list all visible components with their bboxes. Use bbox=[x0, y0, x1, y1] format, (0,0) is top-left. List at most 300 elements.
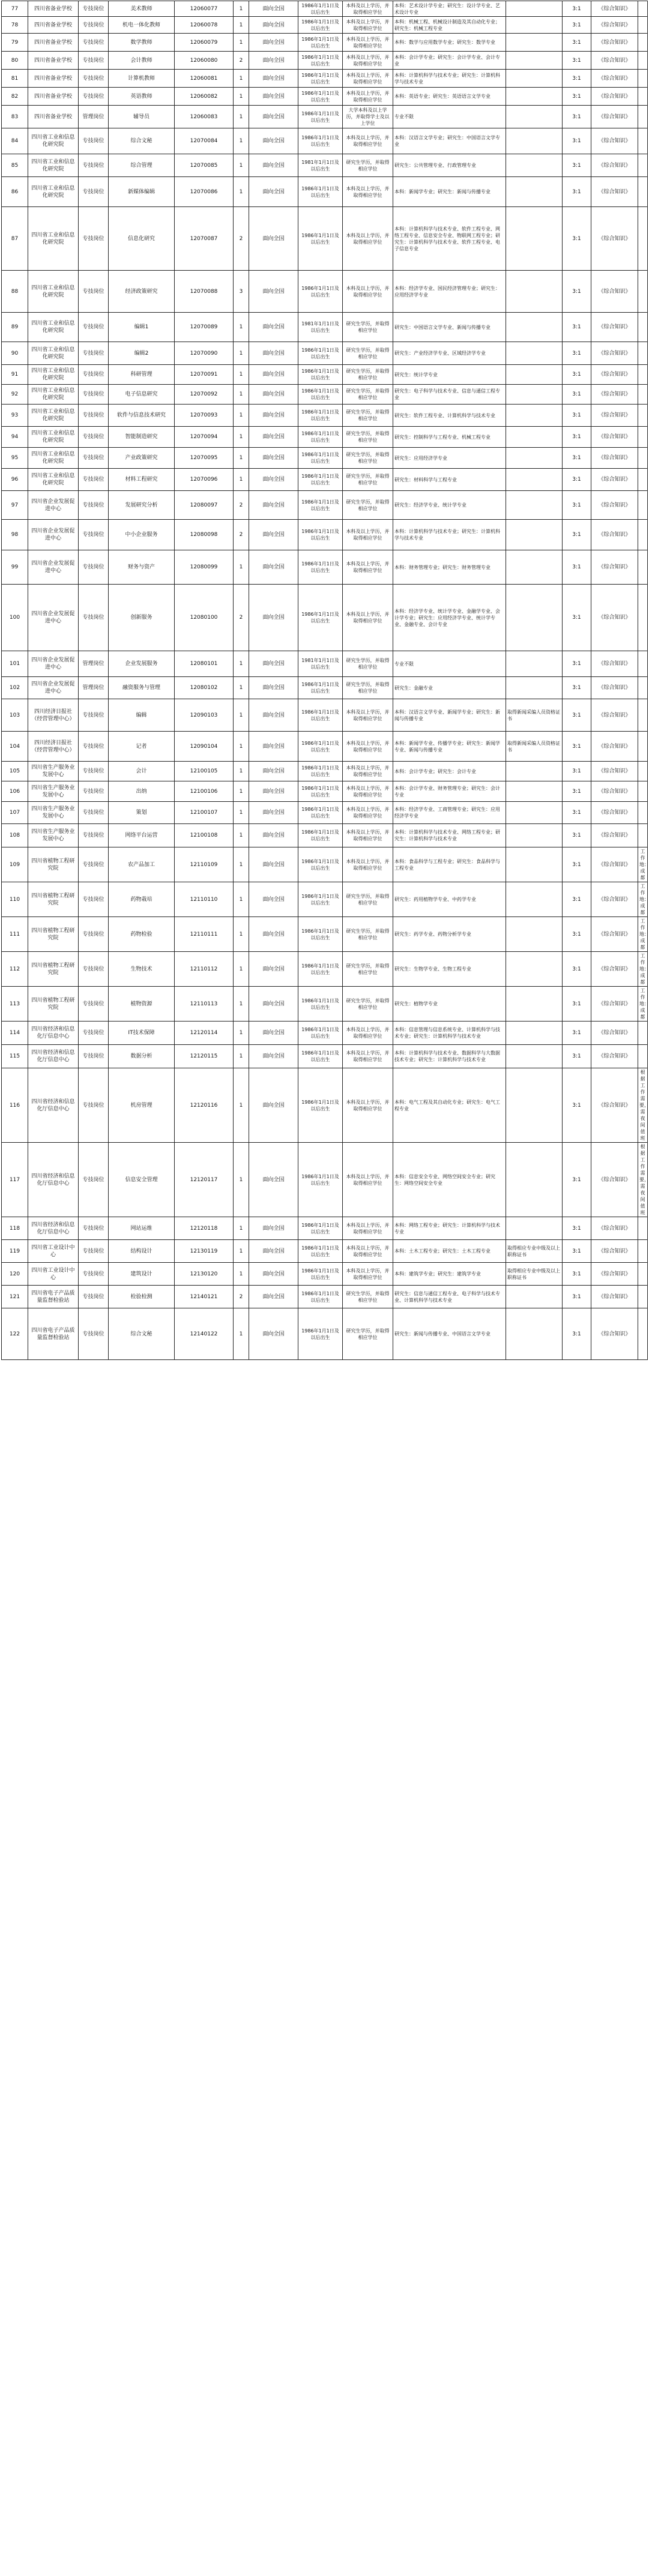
exam-ratio-cell: 3:1 bbox=[563, 987, 591, 1022]
post-name-cell: 创新服务 bbox=[109, 585, 175, 651]
post-name-cell: 网站运维 bbox=[109, 1217, 175, 1240]
post-name-cell: 药物检验 bbox=[109, 917, 175, 952]
exam-subject-cell: 《综合知识》 bbox=[591, 781, 638, 802]
exam-subject-cell: 《综合知识》 bbox=[591, 52, 638, 70]
post-type-cell: 专技岗位 bbox=[79, 385, 109, 405]
unit-name-cell: 四川省植物工程研究院 bbox=[28, 987, 79, 1022]
recruit-number-cell: 2 bbox=[234, 1286, 249, 1308]
unit-name-cell: 四川省工业和信息化研究院 bbox=[28, 448, 79, 469]
age-requirement-cell: 1986年1月1日及以后出生 bbox=[298, 520, 343, 550]
row-number-cell: 108 bbox=[2, 824, 28, 847]
education-requirement-cell: 本科及以上学历，并取得相应学位 bbox=[343, 207, 393, 271]
exam-subject-cell: 《综合知识》 bbox=[591, 520, 638, 550]
unit-name-cell: 四川省工业和信息化研究院 bbox=[28, 469, 79, 491]
recruit-scope-cell: 面向全国 bbox=[249, 677, 298, 699]
major-requirement-cell: 本科：会计学专业、财务管理专业；研究生：会计专业 bbox=[393, 781, 506, 802]
post-name-cell: 结构设计 bbox=[109, 1240, 175, 1263]
exam-ratio-cell: 3:1 bbox=[563, 952, 591, 987]
recruit-number-cell: 1 bbox=[234, 847, 249, 882]
age-requirement-cell: 1986年1月1日及以后出生 bbox=[298, 88, 343, 106]
row-number-cell: 99 bbox=[2, 550, 28, 585]
education-requirement-cell: 研究生学历，并取得相应学位 bbox=[343, 952, 393, 987]
post-code-cell: 12070085 bbox=[175, 154, 234, 177]
other-requirement-cell bbox=[506, 106, 563, 128]
post-name-cell: 软件与信息技术研究 bbox=[109, 405, 175, 427]
remark-cell bbox=[638, 1045, 648, 1068]
recruit-number-cell: 1 bbox=[234, 1217, 249, 1240]
post-code-cell: 12110109 bbox=[175, 847, 234, 882]
unit-name-cell: 四川经济日报社（经营管理中心） bbox=[28, 699, 79, 732]
recruit-number-cell: 1 bbox=[234, 17, 249, 34]
exam-subject-cell: 《综合知识》 bbox=[591, 385, 638, 405]
major-requirement-cell: 研究生：公共管理专业、行政管理专业 bbox=[393, 154, 506, 177]
major-requirement-cell: 本科：土木工程专业；研究生：土木工程专业 bbox=[393, 1240, 506, 1263]
recruit-scope-cell: 面向全国 bbox=[249, 427, 298, 448]
age-requirement-cell: 1986年1月1日及以后出生 bbox=[298, 781, 343, 802]
other-requirement-cell bbox=[506, 1308, 563, 1360]
unit-name-cell: 四川省电子产品质量监督检验站 bbox=[28, 1286, 79, 1308]
post-name-cell: 产业政策研究 bbox=[109, 448, 175, 469]
recruit-scope-cell: 面向全国 bbox=[249, 585, 298, 651]
exam-subject-cell: 《综合知识》 bbox=[591, 677, 638, 699]
post-type-cell: 专技岗位 bbox=[79, 1068, 109, 1143]
exam-ratio-cell: 3:1 bbox=[563, 17, 591, 34]
remark-cell bbox=[638, 88, 648, 106]
age-requirement-cell: 1986年1月1日及以后出生 bbox=[298, 1022, 343, 1045]
table-row bbox=[2, 342, 648, 365]
post-name-cell: 科研管理 bbox=[109, 365, 175, 385]
recruit-number-cell: 1 bbox=[234, 128, 249, 154]
recruit-scope-cell: 面向全国 bbox=[249, 405, 298, 427]
post-name-cell: 材料工程研究 bbox=[109, 469, 175, 491]
exam-subject-cell: 《综合知识》 bbox=[591, 1143, 638, 1217]
post-name-cell: 网络平台运营 bbox=[109, 824, 175, 847]
remark-cell bbox=[638, 491, 648, 520]
education-requirement-cell: 研究生学历，并取得相应学位 bbox=[343, 405, 393, 427]
unit-name-cell: 四川省生产服务业发展中心 bbox=[28, 824, 79, 847]
exam-ratio-cell: 3:1 bbox=[563, 1217, 591, 1240]
education-requirement-cell: 大学本科及以上学历，并取得学士及以上学位 bbox=[343, 106, 393, 128]
unit-name-cell: 四川省经济和信息化厅信息中心 bbox=[28, 1217, 79, 1240]
recruit-scope-cell: 面向全国 bbox=[249, 1286, 298, 1308]
row-number-cell: 79 bbox=[2, 34, 28, 52]
unit-name-cell: 四川省工业和信息化研究院 bbox=[28, 207, 79, 271]
post-type-cell: 专技岗位 bbox=[79, 427, 109, 448]
recruit-number-cell: 2 bbox=[234, 207, 249, 271]
exam-ratio-cell: 3:1 bbox=[563, 177, 591, 207]
exam-subject-cell: 《综合知识》 bbox=[591, 585, 638, 651]
age-requirement-cell: 1986年1月1日及以后出生 bbox=[298, 207, 343, 271]
recruit-scope-cell: 面向全国 bbox=[249, 1263, 298, 1286]
age-requirement-cell: 1986年1月1日及以后出生 bbox=[298, 491, 343, 520]
exam-ratio-cell: 3:1 bbox=[563, 1022, 591, 1045]
education-requirement-cell: 本科及以上学历，并取得相应学位 bbox=[343, 1, 393, 17]
table-row bbox=[2, 732, 648, 762]
other-requirement-cell bbox=[506, 448, 563, 469]
post-type-cell: 专技岗位 bbox=[79, 1286, 109, 1308]
age-requirement-cell: 1986年1月1日及以后出生 bbox=[298, 1143, 343, 1217]
other-requirement-cell bbox=[506, 1217, 563, 1240]
recruit-number-cell: 1 bbox=[234, 732, 249, 762]
table-row bbox=[2, 271, 648, 313]
table-row bbox=[2, 491, 648, 520]
exam-subject-cell: 《综合知识》 bbox=[591, 427, 638, 448]
major-requirement-cell: 本科：计算机科学与技术专业、数据科学与大数据技术专业；研究生：计算机科学与技术专业 bbox=[393, 1045, 506, 1068]
unit-name-cell: 四川省工业和信息化研究院 bbox=[28, 313, 79, 342]
post-name-cell: 数学教师 bbox=[109, 34, 175, 52]
major-requirement-cell: 本科：会计学专业；研究生：会计专业 bbox=[393, 762, 506, 781]
post-name-cell: 电子信息研究 bbox=[109, 385, 175, 405]
row-number-cell: 107 bbox=[2, 802, 28, 824]
education-requirement-cell: 研究生学历，并取得相应学位 bbox=[343, 987, 393, 1022]
recruit-number-cell: 1 bbox=[234, 762, 249, 781]
post-name-cell: 辅导员 bbox=[109, 106, 175, 128]
row-number-cell: 114 bbox=[2, 1022, 28, 1045]
post-type-cell: 专技岗位 bbox=[79, 732, 109, 762]
exam-subject-cell: 《综合知识》 bbox=[591, 651, 638, 677]
major-requirement-cell: 本科：艺术设计学专业；研究生：设计学专业、艺术设计专业 bbox=[393, 1, 506, 17]
exam-subject-cell: 《综合知识》 bbox=[591, 952, 638, 987]
age-requirement-cell: 1986年1月1日及以后出生 bbox=[298, 585, 343, 651]
recruit-scope-cell: 面向全国 bbox=[249, 207, 298, 271]
post-type-cell: 专技岗位 bbox=[79, 917, 109, 952]
exam-subject-cell: 《综合知识》 bbox=[591, 154, 638, 177]
post-name-cell: 会计教师 bbox=[109, 52, 175, 70]
exam-ratio-cell: 3:1 bbox=[563, 882, 591, 917]
exam-ratio-cell: 3:1 bbox=[563, 781, 591, 802]
remark-cell: 工作地：成都 bbox=[638, 952, 648, 987]
post-code-cell: 12120114 bbox=[175, 1022, 234, 1045]
remark-cell bbox=[638, 106, 648, 128]
exam-ratio-cell: 3:1 bbox=[563, 732, 591, 762]
education-requirement-cell: 本科及以上学历，并取得相应学位 bbox=[343, 34, 393, 52]
post-type-cell: 专技岗位 bbox=[79, 154, 109, 177]
post-name-cell: 信息化研究 bbox=[109, 207, 175, 271]
table-row bbox=[2, 469, 648, 491]
other-requirement-cell bbox=[506, 365, 563, 385]
unit-name-cell: 四川省备业学校 bbox=[28, 88, 79, 106]
exam-ratio-cell: 3:1 bbox=[563, 1286, 591, 1308]
other-requirement-cell bbox=[506, 34, 563, 52]
post-name-cell: 美术教师 bbox=[109, 1, 175, 17]
education-requirement-cell: 本科及以上学历，并取得相应学位 bbox=[343, 802, 393, 824]
recruit-scope-cell: 面向全国 bbox=[249, 651, 298, 677]
table-row bbox=[2, 177, 648, 207]
exam-ratio-cell: 3:1 bbox=[563, 1, 591, 17]
exam-subject-cell: 《综合知识》 bbox=[591, 699, 638, 732]
row-number-cell: 86 bbox=[2, 177, 28, 207]
unit-name-cell: 四川省企业发展促进中心 bbox=[28, 677, 79, 699]
post-name-cell: IT技术保障 bbox=[109, 1022, 175, 1045]
other-requirement-cell bbox=[506, 585, 563, 651]
row-number-cell: 96 bbox=[2, 469, 28, 491]
unit-name-cell: 四川省备业学校 bbox=[28, 1, 79, 17]
post-code-cell: 12070094 bbox=[175, 427, 234, 448]
post-name-cell: 策划 bbox=[109, 802, 175, 824]
unit-name-cell: 四川省工业设计中心 bbox=[28, 1240, 79, 1263]
age-requirement-cell: 1986年1月1日及以后出生 bbox=[298, 365, 343, 385]
recruit-number-cell: 1 bbox=[234, 427, 249, 448]
exam-ratio-cell: 3:1 bbox=[563, 1143, 591, 1217]
remark-cell bbox=[638, 17, 648, 34]
remark-cell bbox=[638, 1, 648, 17]
remark-cell: 根据工作需要，需夜间值班 bbox=[638, 1068, 648, 1143]
recruit-number-cell: 1 bbox=[234, 469, 249, 491]
remark-cell bbox=[638, 365, 648, 385]
other-requirement-cell bbox=[506, 1068, 563, 1143]
row-number-cell: 119 bbox=[2, 1240, 28, 1263]
exam-subject-cell: 《综合知识》 bbox=[591, 550, 638, 585]
table-row bbox=[2, 154, 648, 177]
other-requirement-cell bbox=[506, 271, 563, 313]
exam-ratio-cell: 3:1 bbox=[563, 917, 591, 952]
major-requirement-cell: 本科：计算机科学与技术专业；研究生：计算机科学与技术专业 bbox=[393, 520, 506, 550]
post-name-cell: 中小企业服务 bbox=[109, 520, 175, 550]
exam-ratio-cell: 3:1 bbox=[563, 106, 591, 128]
age-requirement-cell: 1986年1月1日及以后出生 bbox=[298, 405, 343, 427]
remark-cell bbox=[638, 128, 648, 154]
exam-subject-cell: 《综合知识》 bbox=[591, 1263, 638, 1286]
age-requirement-cell: 1981年1月1日及以后出生 bbox=[298, 651, 343, 677]
exam-ratio-cell: 3:1 bbox=[563, 699, 591, 732]
age-requirement-cell: 1986年1月1日及以后出生 bbox=[298, 385, 343, 405]
recruit-scope-cell: 面向全国 bbox=[249, 342, 298, 365]
education-requirement-cell: 本科及以上学历，并取得相应学位 bbox=[343, 177, 393, 207]
exam-subject-cell: 《综合知识》 bbox=[591, 1022, 638, 1045]
recruit-scope-cell: 面向全国 bbox=[249, 699, 298, 732]
unit-name-cell: 四川省备业学校 bbox=[28, 17, 79, 34]
post-code-cell: 12080102 bbox=[175, 677, 234, 699]
major-requirement-cell: 本科：新闻学专业、传播学专业；研究生：新闻学专业、新闻与传播专业 bbox=[393, 732, 506, 762]
recruit-number-cell: 1 bbox=[234, 1068, 249, 1143]
exam-subject-cell: 《综合知识》 bbox=[591, 802, 638, 824]
table-row bbox=[2, 34, 648, 52]
remark-cell bbox=[638, 699, 648, 732]
exam-ratio-cell: 3:1 bbox=[563, 762, 591, 781]
education-requirement-cell: 本科及以上学历，并取得相应学位 bbox=[343, 585, 393, 651]
exam-subject-cell: 《综合知识》 bbox=[591, 1240, 638, 1263]
table-row bbox=[2, 585, 648, 651]
education-requirement-cell: 研究生学历，并取得相应学位 bbox=[343, 342, 393, 365]
post-code-cell: 12100107 bbox=[175, 802, 234, 824]
exam-ratio-cell: 3:1 bbox=[563, 70, 591, 88]
post-type-cell: 专技岗位 bbox=[79, 271, 109, 313]
table-row bbox=[2, 70, 648, 88]
major-requirement-cell: 本科：数学与应用数学专业；研究生：数学专业 bbox=[393, 34, 506, 52]
recruit-number-cell: 2 bbox=[234, 585, 249, 651]
recruit-number-cell: 1 bbox=[234, 550, 249, 585]
age-requirement-cell: 1986年1月1日及以后出生 bbox=[298, 1068, 343, 1143]
age-requirement-cell: 1986年1月1日及以后出生 bbox=[298, 448, 343, 469]
row-number-cell: 83 bbox=[2, 106, 28, 128]
education-requirement-cell: 本科及以上学历，并取得相应学位 bbox=[343, 1217, 393, 1240]
remark-cell: 工作地：成都 bbox=[638, 987, 648, 1022]
recruit-number-cell: 1 bbox=[234, 781, 249, 802]
recruit-scope-cell: 面向全国 bbox=[249, 882, 298, 917]
row-number-cell: 110 bbox=[2, 882, 28, 917]
age-requirement-cell: 1986年1月1日及以后出生 bbox=[298, 271, 343, 313]
post-type-cell: 专技岗位 bbox=[79, 1308, 109, 1360]
table-row bbox=[2, 52, 648, 70]
table-row bbox=[2, 365, 648, 385]
remark-cell bbox=[638, 469, 648, 491]
table-row bbox=[2, 1045, 648, 1068]
post-code-cell: 12070093 bbox=[175, 405, 234, 427]
table-row bbox=[2, 762, 648, 781]
table-row bbox=[2, 1, 648, 17]
post-type-cell: 专技岗位 bbox=[79, 128, 109, 154]
recruit-scope-cell: 面向全国 bbox=[249, 106, 298, 128]
table-row bbox=[2, 917, 648, 952]
row-number-cell: 80 bbox=[2, 52, 28, 70]
major-requirement-cell: 本科：信息管理与信息系统专业、计算机科学与技术专业；研究生：计算机科学与技术专业 bbox=[393, 1022, 506, 1045]
other-requirement-cell bbox=[506, 88, 563, 106]
major-requirement-cell: 专业不限 bbox=[393, 651, 506, 677]
post-code-cell: 12060083 bbox=[175, 106, 234, 128]
major-requirement-cell: 研究生：新闻与传播专业、中国语言文学专业 bbox=[393, 1308, 506, 1360]
education-requirement-cell: 本科及以上学历，并取得相应学位 bbox=[343, 1240, 393, 1263]
post-type-cell: 专技岗位 bbox=[79, 781, 109, 802]
post-code-cell: 12110112 bbox=[175, 952, 234, 987]
unit-name-cell: 四川省企业发展促进中心 bbox=[28, 491, 79, 520]
major-requirement-cell: 本科：食品科学与工程专业；研究生：食品科学与工程专业 bbox=[393, 847, 506, 882]
major-requirement-cell: 本科：经济学专业、工商管理专业；研究生：应用经济学专业 bbox=[393, 802, 506, 824]
exam-ratio-cell: 3:1 bbox=[563, 34, 591, 52]
unit-name-cell: 四川省电子产品质量监督检验站 bbox=[28, 1308, 79, 1360]
row-number-cell: 101 bbox=[2, 651, 28, 677]
exam-subject-cell: 《综合知识》 bbox=[591, 448, 638, 469]
unit-name-cell: 四川省备业学校 bbox=[28, 70, 79, 88]
major-requirement-cell: 本科：计算机科学与技术专业；研究生：计算机科学与技术专业 bbox=[393, 70, 506, 88]
exam-ratio-cell: 3:1 bbox=[563, 824, 591, 847]
unit-name-cell: 四川省经济和信息化厅信息中心 bbox=[28, 1045, 79, 1068]
recruit-number-cell: 1 bbox=[234, 177, 249, 207]
table-row bbox=[2, 427, 648, 448]
recruit-number-cell: 1 bbox=[234, 1240, 249, 1263]
education-requirement-cell: 本科及以上学历，并取得相应学位 bbox=[343, 762, 393, 781]
remark-cell: 根据工作需要，需夜间值班 bbox=[638, 1143, 648, 1217]
table-row bbox=[2, 677, 648, 699]
unit-name-cell: 四川省工业和信息化研究院 bbox=[28, 128, 79, 154]
education-requirement-cell: 研究生学历，并取得相应学位 bbox=[343, 469, 393, 491]
recruit-scope-cell: 面向全国 bbox=[249, 732, 298, 762]
recruit-number-cell: 1 bbox=[234, 917, 249, 952]
other-requirement-cell bbox=[506, 1143, 563, 1217]
major-requirement-cell: 本科：建筑学专业；研究生：建筑学专业 bbox=[393, 1263, 506, 1286]
post-code-cell: 12070090 bbox=[175, 342, 234, 365]
age-requirement-cell: 1986年1月1日及以后出生 bbox=[298, 762, 343, 781]
row-number-cell: 92 bbox=[2, 385, 28, 405]
education-requirement-cell: 本科及以上学历，并取得相应学位 bbox=[343, 17, 393, 34]
other-requirement-cell bbox=[506, 52, 563, 70]
post-code-cell: 12100108 bbox=[175, 824, 234, 847]
row-number-cell: 115 bbox=[2, 1045, 28, 1068]
exam-ratio-cell: 3:1 bbox=[563, 1308, 591, 1360]
age-requirement-cell: 1986年1月1日及以后出生 bbox=[298, 677, 343, 699]
table-row bbox=[2, 385, 648, 405]
post-name-cell: 新媒体编辑 bbox=[109, 177, 175, 207]
recruit-scope-cell: 面向全国 bbox=[249, 1240, 298, 1263]
post-code-cell: 12100105 bbox=[175, 762, 234, 781]
row-number-cell: 109 bbox=[2, 847, 28, 882]
major-requirement-cell: 本科：计算机科学与技术专业、网络工程专业；研究生：计算机科学与技术专业 bbox=[393, 824, 506, 847]
row-number-cell: 116 bbox=[2, 1068, 28, 1143]
recruit-number-cell: 1 bbox=[234, 385, 249, 405]
exam-subject-cell: 《综合知识》 bbox=[591, 365, 638, 385]
post-code-cell: 12060077 bbox=[175, 1, 234, 17]
post-code-cell: 12080101 bbox=[175, 651, 234, 677]
post-type-cell: 专技岗位 bbox=[79, 520, 109, 550]
row-number-cell: 106 bbox=[2, 781, 28, 802]
other-requirement-cell bbox=[506, 1022, 563, 1045]
post-name-cell: 农产品加工 bbox=[109, 847, 175, 882]
recruit-number-cell: 1 bbox=[234, 34, 249, 52]
exam-subject-cell: 《综合知识》 bbox=[591, 732, 638, 762]
exam-ratio-cell: 3:1 bbox=[563, 585, 591, 651]
remark-cell bbox=[638, 1240, 648, 1263]
exam-ratio-cell: 3:1 bbox=[563, 427, 591, 448]
age-requirement-cell: 1986年1月1日及以后出生 bbox=[298, 824, 343, 847]
unit-name-cell: 四川经济日报社（经营管理中心） bbox=[28, 732, 79, 762]
age-requirement-cell: 1986年1月1日及以后出生 bbox=[298, 802, 343, 824]
major-requirement-cell: 本科：网络工程专业；研究生：计算机科学与技术专业 bbox=[393, 1217, 506, 1240]
remark-cell bbox=[638, 34, 648, 52]
remark-cell bbox=[638, 405, 648, 427]
exam-subject-cell: 《综合知识》 bbox=[591, 207, 638, 271]
row-number-cell: 113 bbox=[2, 987, 28, 1022]
remark-cell bbox=[638, 1217, 648, 1240]
exam-ratio-cell: 3:1 bbox=[563, 88, 591, 106]
exam-subject-cell: 《综合知识》 bbox=[591, 882, 638, 917]
unit-name-cell: 四川省经济和信息化厅信息中心 bbox=[28, 1143, 79, 1217]
other-requirement-cell bbox=[506, 313, 563, 342]
age-requirement-cell: 1986年1月1日及以后出生 bbox=[298, 952, 343, 987]
post-type-cell: 管理岗位 bbox=[79, 106, 109, 128]
age-requirement-cell: 1986年1月1日及以后出生 bbox=[298, 882, 343, 917]
age-requirement-cell: 1986年1月1日及以后出生 bbox=[298, 1263, 343, 1286]
age-requirement-cell: 1981年1月1日及以后出生 bbox=[298, 154, 343, 177]
education-requirement-cell: 研究生学历，并取得相应学位 bbox=[343, 651, 393, 677]
education-requirement-cell: 本科及以上学历，并取得相应学位 bbox=[343, 88, 393, 106]
other-requirement-cell bbox=[506, 781, 563, 802]
table-row bbox=[2, 1068, 648, 1143]
row-number-cell: 111 bbox=[2, 917, 28, 952]
exam-ratio-cell: 3:1 bbox=[563, 385, 591, 405]
unit-name-cell: 四川省经济和信息化厅信息中心 bbox=[28, 1022, 79, 1045]
major-requirement-cell: 本科：计算机科学与技术专业、软件工程专业、网络工程专业、信息安全专业、物联网工程专业；研究生：计算机科学与技术专业、软件工程专业、电子信息专业 bbox=[393, 207, 506, 271]
major-requirement-cell: 研究生：药用植物学专业、中药学专业 bbox=[393, 882, 506, 917]
other-requirement-cell bbox=[506, 70, 563, 88]
table-row bbox=[2, 550, 648, 585]
unit-name-cell: 四川省工业和信息化研究院 bbox=[28, 405, 79, 427]
exam-ratio-cell: 3:1 bbox=[563, 1263, 591, 1286]
remark-cell bbox=[638, 651, 648, 677]
major-requirement-cell: 研究生：统计学专业 bbox=[393, 365, 506, 385]
post-type-cell: 专技岗位 bbox=[79, 448, 109, 469]
table-row bbox=[2, 207, 648, 271]
recruit-number-cell: 1 bbox=[234, 313, 249, 342]
post-code-cell: 12110113 bbox=[175, 987, 234, 1022]
age-requirement-cell: 1986年1月1日及以后出生 bbox=[298, 987, 343, 1022]
education-requirement-cell: 本科及以上学历，并取得相应学位 bbox=[343, 1068, 393, 1143]
post-name-cell: 智能制造研究 bbox=[109, 427, 175, 448]
exam-subject-cell: 《综合知识》 bbox=[591, 1217, 638, 1240]
unit-name-cell: 四川省企业发展促进中心 bbox=[28, 520, 79, 550]
exam-ratio-cell: 3:1 bbox=[563, 677, 591, 699]
exam-ratio-cell: 3:1 bbox=[563, 128, 591, 154]
post-name-cell: 编辑1 bbox=[109, 313, 175, 342]
recruit-number-cell: 2 bbox=[234, 520, 249, 550]
